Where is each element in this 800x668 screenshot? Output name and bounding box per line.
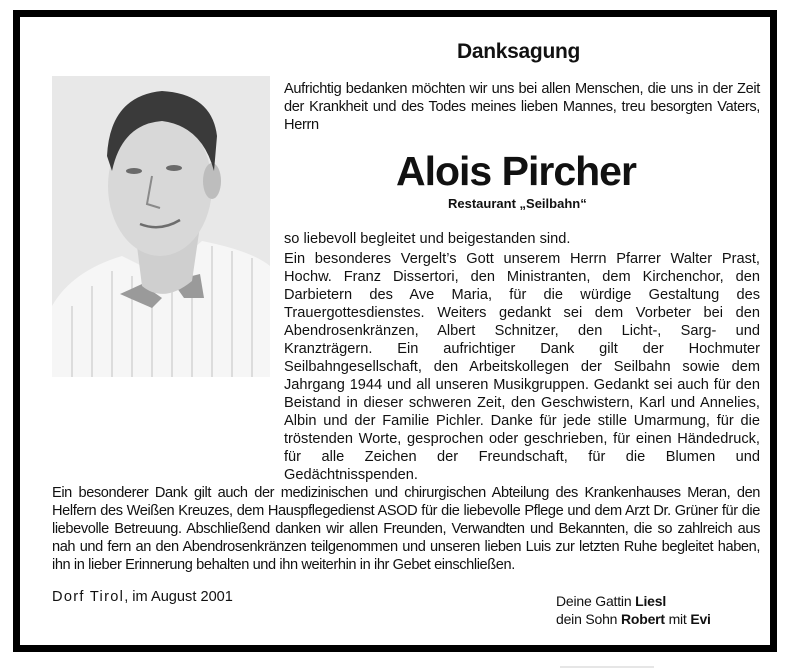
portrait-image-icon (52, 76, 270, 377)
signature-line-2 (556, 610, 711, 628)
signature-block (556, 592, 711, 628)
column-first-line: so liebevoll begleitet und beigestanden sind. (284, 231, 571, 247)
signature-connector: mit (664, 611, 691, 627)
place: Dorf Tirol (52, 589, 125, 605)
signature-name-partner: Evi (690, 611, 711, 627)
signature-prefix-2: dein Sohn (556, 611, 621, 627)
intro-paragraph: Aufrichtig bedanken möchten wir uns bei allen Menschen, die uns in der Zeit der Krankheit und des Todes meines lieben Mannes, treu besorgten Vaters, Herrn (284, 81, 760, 133)
signature-prefix: Deine Gattin (556, 593, 636, 609)
date: , im August 2001 (124, 589, 233, 605)
portrait-photo (52, 76, 270, 377)
signature-line-1 (556, 592, 711, 610)
column-body: Ein besonderes Vergelt’s Gott unserem Herrn Pfarrer Walter Prast, Hochw. Franz Dissertori, den Ministranten, dem Kirchenchor, den Darbietern des Ave Maria, für die würdige Gestaltung des Trauergottesdienstes. Weiters gedankt sei dem Vorbeter bei den Abendrosenkränzen, Albert Schnitzer, den Licht-, Sarg- und Kranzträgern. Ein aufrichtiger Dank gilt der Hochmuter Seilbahngesellschaft, den Arbeitskollegen der Seilbahn sowie dem Jahrgang 1944 und all unseren Musikgruppen. Gedankt sei auch für den Beistand in dieser schweren Zeit, den Geschwistern, Karl und Annelies, Albin und der Familie Pichler. Danke für jede stille Umarmung, für die tröstenden Worte, gesprochen oder geschrieben, für einen Händedruck, für alle Zeichen der Freundschaft, für die Blumen und Gedächtnisspenden. (284, 251, 760, 483)
thanks-column (284, 230, 760, 484)
signature-name-wife: Liesl (635, 593, 667, 609)
notice-heading: Danksagung (457, 40, 581, 63)
signature-name-son: Robert (620, 611, 665, 627)
place-date (52, 589, 233, 605)
full-width-paragraph: Ein besonderer Dank gilt auch der medizinischen und chirurgischen Abteilung des Krankenhauses Meran, den Helfern des Weißen Kreuzes, dem Hauspflegedienst ASOD für die liebevolle Pflege und dem Arzt Dr. Grüner für die liebevolle Betreuung. Abschließend danken wir allen Freunden, Verwandten und Bekannten, die so zahlreich aus nah und fern an den Abendrosenkränzen teilgenommen und unseren lieben Luis zur letzten Ruhe begleitet haben, ihn in lieber Erinnerung behalten und ihn weiterhin in ihr Gebet einschließen. (52, 485, 760, 573)
deceased-name: Alois Pircher (396, 148, 636, 194)
deceased-subtitle: Restaurant „Seilbahn“ (448, 196, 587, 211)
